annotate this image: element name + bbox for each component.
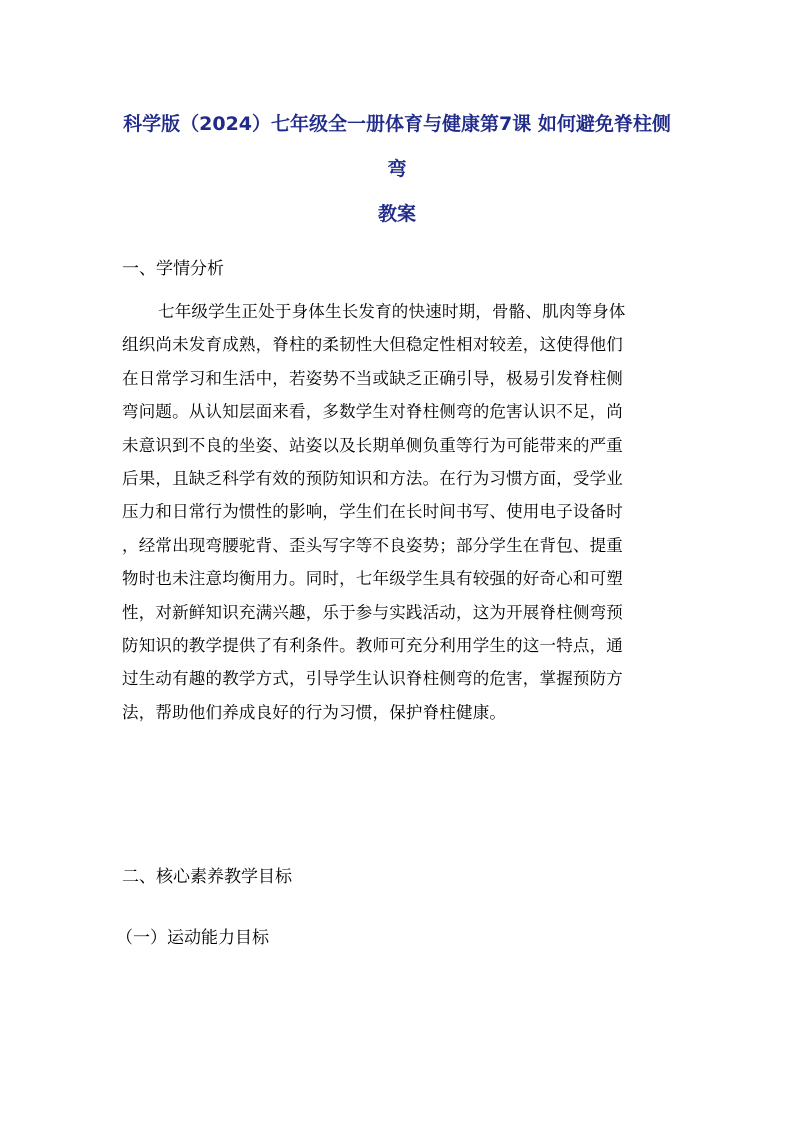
paragraph-line: 物时也未注意均衡用力。同时，七年级学生具有较强的好奇心和可塑 (122, 569, 623, 589)
learner-analysis-paragraph (122, 295, 677, 729)
paragraph-line: 弯问题。从认知层面来看，多数学生对脊柱侧弯的危害认识不足，尚 (122, 402, 623, 422)
paragraph-line: 法，帮助他们养成良好的行为习惯，保护脊柱健康。 (122, 702, 507, 722)
paragraph-line: 七年级学生正处于身体生长发育的快速时期，骨骼、肌肉等身体 (158, 302, 626, 321)
title-line-3: 教案 (377, 203, 416, 225)
section-heading-core-literacy-goals: 二、核心素养教学目标 (122, 867, 292, 887)
paragraph-line: ，经常出现弯腰驼背、歪头写字等不良姿势；部分学生在背包、提重 (122, 535, 623, 555)
title-line-2: 弯 (387, 158, 407, 180)
paragraph-line: 压力和日常行为惯性的影响，学生们在长时间书写、使用电子设备时 (122, 502, 623, 522)
paragraph-line: 过生动有趣的教学方式，引导学生认识脊柱侧弯的危害，掌握预防方 (122, 669, 623, 689)
paragraph-line: 性，对新鲜知识充满兴趣，乐于参与实践活动，这为开展脊柱侧弯预 (122, 602, 623, 622)
section-heading-learner-analysis: 一、学情分析 (122, 259, 224, 279)
paragraph-line: 组织尚未发育成熟，脊柱的柔韧性大但稳定性相对较差，这使得他们 (122, 335, 623, 355)
document-title (112, 102, 682, 237)
paragraph-line: 后果，且缺乏科学有效的预防知识和方法。在行为习惯方面，受学业 (122, 469, 623, 489)
paragraph-line: 防知识的教学提供了有利条件。教师可充分利用学生的这一特点，通 (122, 636, 623, 656)
subsection-heading-motor-ability-goals: （一）运动能力目标 (116, 928, 269, 948)
title-line-1: 科学版（2024）七年级全一册体育与健康第7课 如何避免脊柱侧 (123, 113, 671, 135)
paragraph-line: 未意识到不良的坐姿、站姿以及长期单侧负重等行为可能带来的严重 (122, 435, 623, 455)
paragraph-line: 在日常学习和生活中，若姿势不当或缺乏正确引导，极易引发脊柱侧 (122, 368, 623, 388)
